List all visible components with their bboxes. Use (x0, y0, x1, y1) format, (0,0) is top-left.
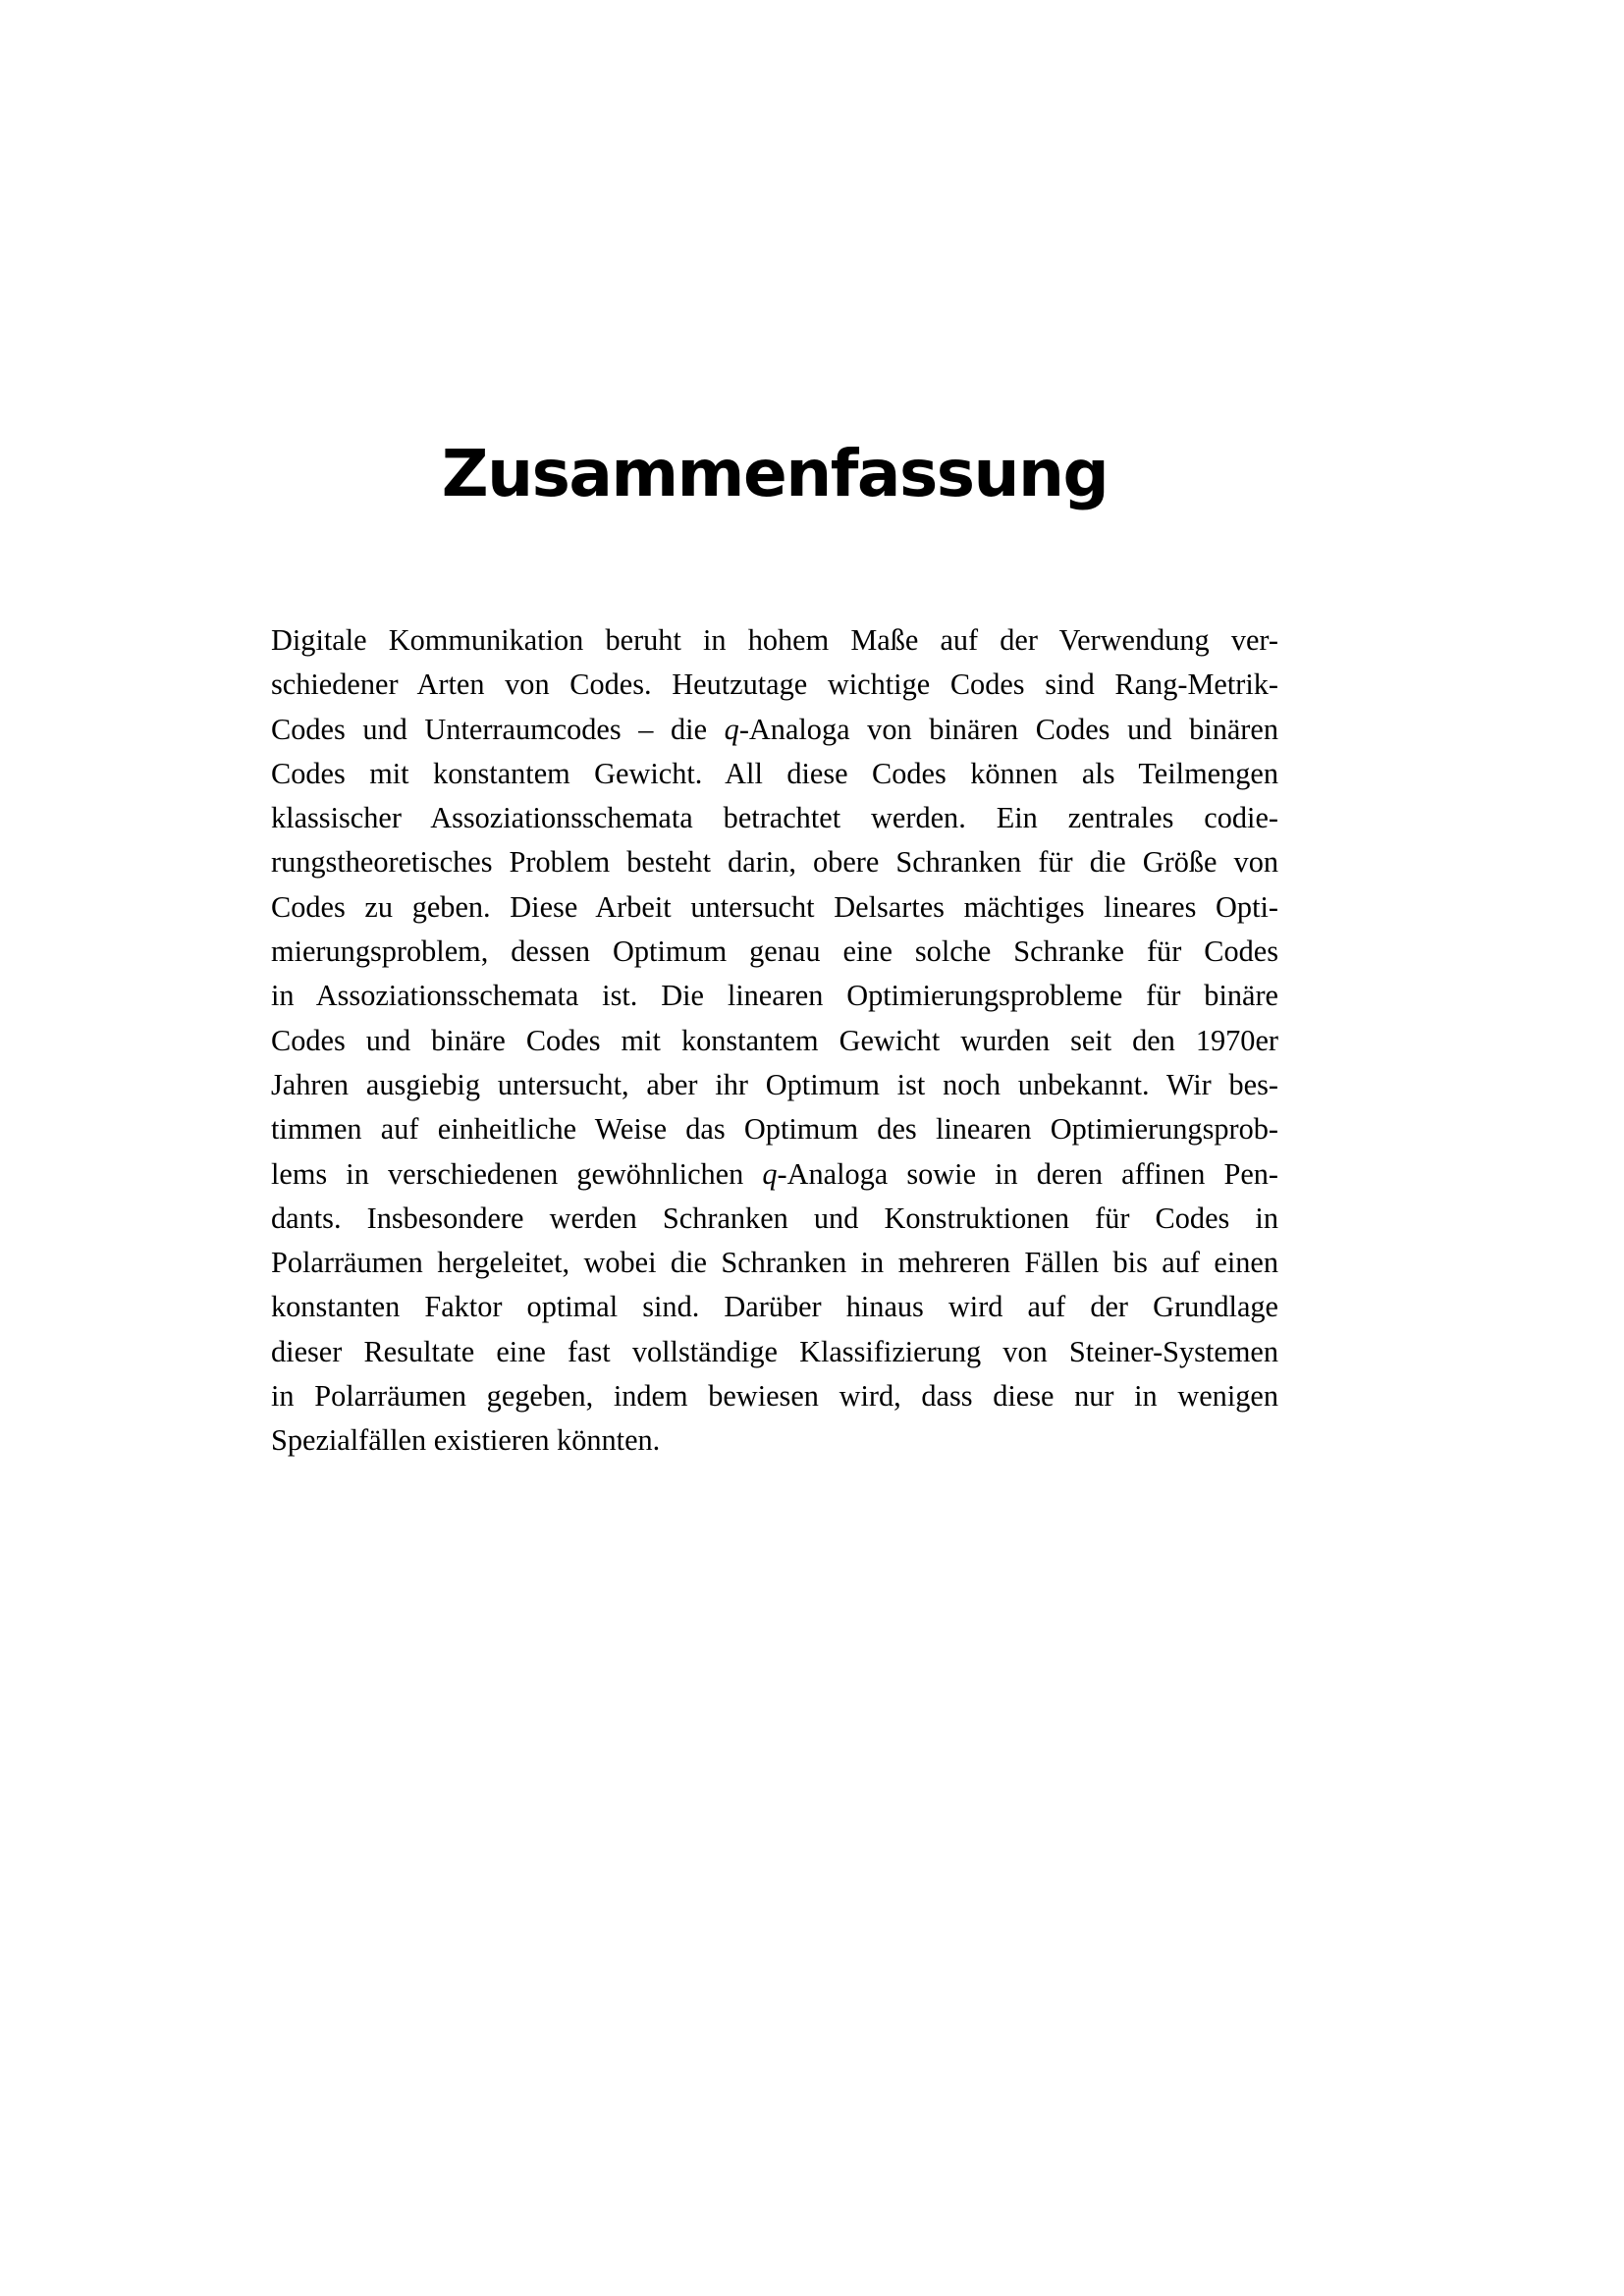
abstract-line: konstanten Faktor optimal sind. Darüber hinaus wird auf der Grundlage (271, 1290, 1278, 1324)
abstract-line: Codes zu geben. Diese Arbeit untersucht Delsartes mächtiges lineares Opti- (271, 889, 1278, 924)
abstract-line: Codes und binäre Codes mit konstantem Gewicht wurden seit den 1970er (271, 1023, 1278, 1057)
abstract-line: Digitale Kommunikation beruht in hohem Maße auf der Verwendung ver- (271, 623, 1278, 657)
page-title: Zusammenfassung (441, 436, 1109, 511)
abstract-body (271, 618, 1278, 1464)
abstract-line: schiedener Arten von Codes. Heutzutage wichtige Codes sind Rang-Metrik- (271, 667, 1278, 702)
abstract-line: dieser Resultate eine fast vollständige Klassifizierung von Steiner-Systemen (271, 1334, 1278, 1368)
abstract-line: klassischer Assoziationsschemata betrachtet werden. Ein zentrales codie- (271, 801, 1278, 835)
math-symbol-q: q (724, 712, 739, 746)
abstract-line: mierungsproblem, dessen Optimum genau eine solche Schranke für Codes (271, 934, 1278, 969)
abstract-line: in Polarräumen gegeben, indem bewiesen wird, dass diese nur in wenigen (271, 1379, 1278, 1414)
abstract-line: lems in verschiedenen gewöhnlichen q-Analoga sowie in deren affinen Pen- (271, 1156, 1279, 1191)
abstract-line: in Assoziationsschemata ist. Die linearen Optimierungsprobleme für binäre (271, 979, 1278, 1013)
abstract-line: Codes mit konstantem Gewicht. All diese Codes können als Teilmengen (271, 756, 1278, 790)
abstract-line: rungstheoretisches Problem besteht darin, obere Schranken für die Größe von (271, 845, 1278, 880)
abstract-line: Polarräumen hergeleitet, wobei die Schranken in mehreren Fällen bis auf einen (271, 1246, 1278, 1280)
abstract-line: Jahren ausgiebig untersucht, aber ihr Optimum ist noch unbekannt. Wir bes- (271, 1067, 1278, 1101)
abstract-line: timmen auf einheitliche Weise das Optimum des linearen Optimierungsprob- (271, 1112, 1278, 1147)
abstract-line: Codes und Unterraumcodes – die q-Analoga von binären Codes und binären (271, 712, 1278, 746)
abstract-line: dants. Insbesondere werden Schranken und Konstruktionen für Codes in (271, 1201, 1278, 1235)
math-symbol-q: q (762, 1156, 778, 1191)
abstract-line: Spezialfällen existieren könnten. (271, 1423, 661, 1458)
